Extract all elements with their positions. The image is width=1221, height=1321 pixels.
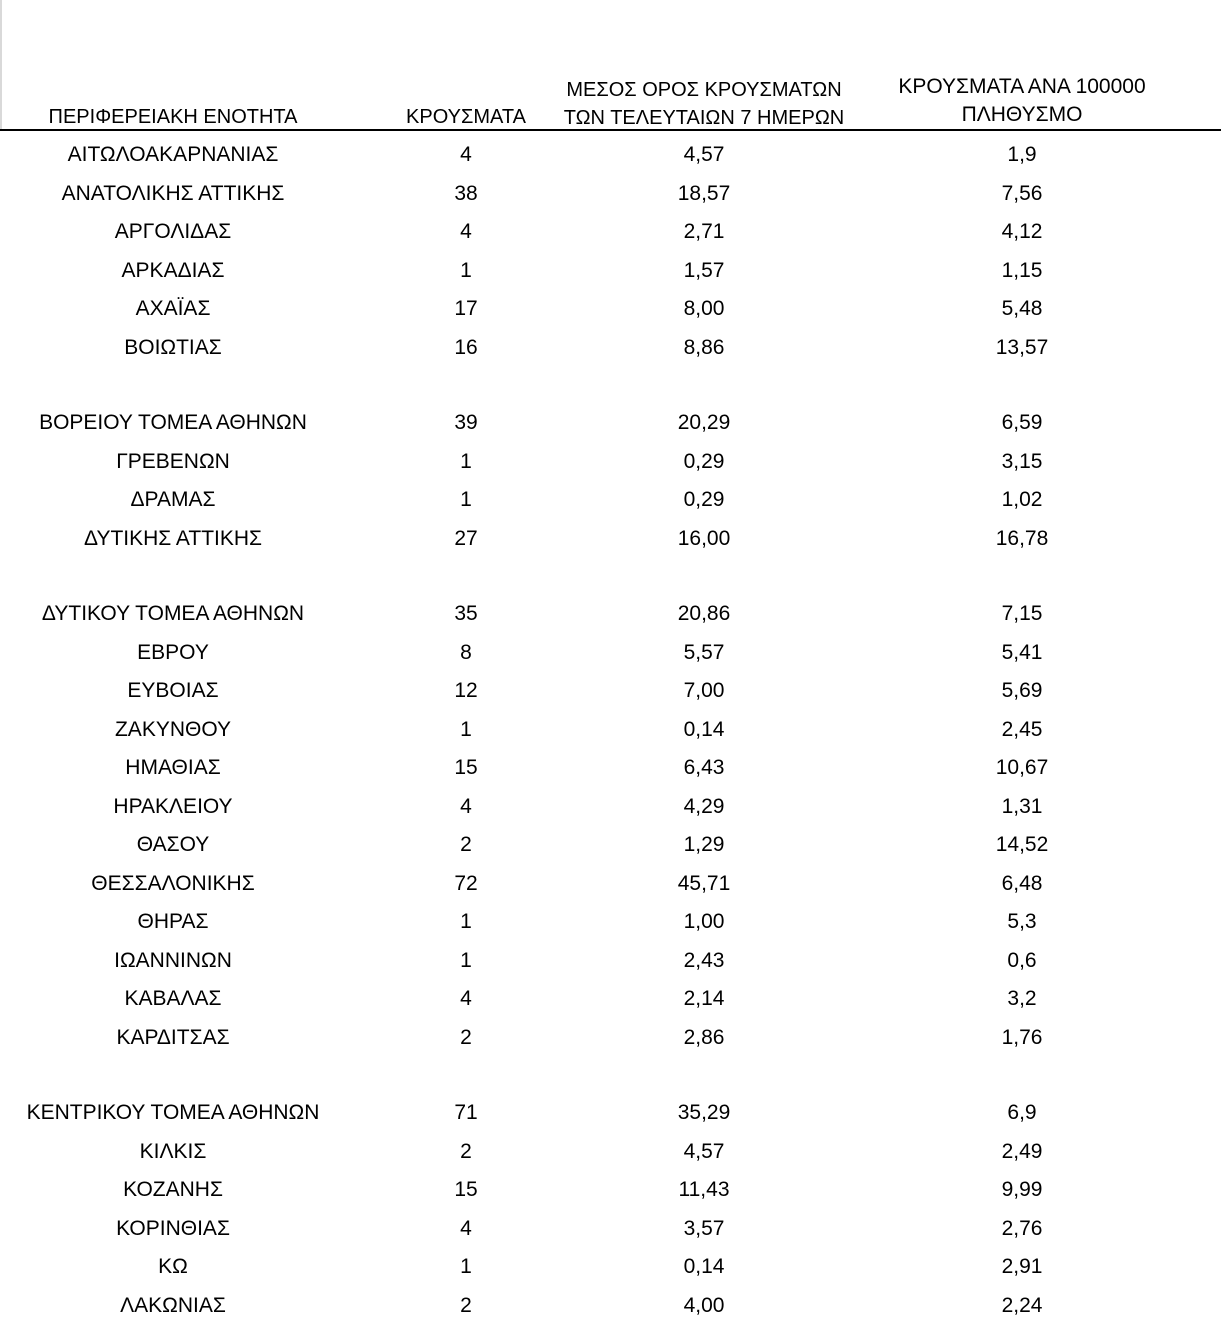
table-row bbox=[0, 285, 1221, 324]
cell-cases: 71 bbox=[454, 1101, 478, 1124]
table-row bbox=[0, 1014, 1221, 1053]
cell-region: ΒΟΙΩΤΙΑΣ bbox=[124, 335, 222, 359]
cell-region: ΔΥΤΙΚΟΥ ΤΟΜΕΑ ΑΘΗΝΩΝ bbox=[41, 602, 305, 625]
cell-cases: 2 bbox=[460, 1293, 472, 1317]
cell-per100k: 1,15 bbox=[1001, 258, 1043, 282]
table-row bbox=[0, 667, 1221, 706]
cell-per100k: 2,49 bbox=[1001, 1139, 1043, 1163]
cell-region: ΗΜΑΘΙΑΣ bbox=[125, 756, 221, 779]
cell-region: ΑΝΑΤΟΛΙΚΗΣ ΑΤΤΙΚΗΣ bbox=[61, 181, 285, 205]
table-row bbox=[0, 860, 1221, 899]
cell-cases: 39 bbox=[454, 411, 478, 434]
cell-cases: 72 bbox=[454, 871, 478, 895]
cell-per100k: 16,78 bbox=[995, 526, 1049, 550]
cell-cases: 1 bbox=[460, 258, 472, 282]
cell-per100k: 2,45 bbox=[1001, 717, 1043, 741]
cell-avg7: 20,29 bbox=[677, 411, 731, 434]
cell-per100k: 1,9 bbox=[1007, 143, 1037, 166]
cell-avg7: 7,00 bbox=[683, 679, 725, 702]
cell-cases: 1 bbox=[460, 717, 472, 741]
header-per100k-line2: ΠΛΗΘΥΣΜΟ bbox=[961, 103, 1083, 126]
cell-region: ΗΡΑΚΛΕΙΟΥ bbox=[113, 794, 233, 818]
table-row bbox=[0, 399, 1221, 438]
cell-per100k: 5,69 bbox=[1001, 679, 1043, 702]
cell-avg7: 6,43 bbox=[683, 756, 725, 779]
cell-per100k: 1,02 bbox=[1001, 488, 1043, 511]
cell-avg7: 3,57 bbox=[683, 1216, 725, 1240]
spacer-row bbox=[0, 1052, 1221, 1089]
cell-cases: 2 bbox=[460, 833, 472, 856]
table-row bbox=[0, 170, 1221, 209]
cell-per100k: 7,56 bbox=[1001, 181, 1043, 205]
cell-avg7: 11,43 bbox=[678, 1178, 730, 1201]
cell-avg7: 45,71 bbox=[677, 871, 731, 895]
cell-cases: 16 bbox=[454, 335, 478, 359]
cell-region: ΑΙΤΩΛΟΑΚΑΡΝΑΝΙΑΣ bbox=[67, 143, 279, 166]
cell-cases: 4 bbox=[460, 987, 472, 1010]
cell-per100k: 5,48 bbox=[1001, 297, 1043, 320]
cell-avg7: 1,00 bbox=[683, 910, 725, 933]
cell-avg7: 0,29 bbox=[683, 488, 725, 511]
table-row bbox=[0, 706, 1221, 745]
cell-region: ΘΑΣΟΥ bbox=[136, 833, 210, 856]
cell-avg7: 4,00 bbox=[683, 1293, 725, 1317]
table-row bbox=[0, 438, 1221, 477]
cell-avg7: 8,00 bbox=[683, 297, 725, 320]
cell-per100k: 5,41 bbox=[1001, 640, 1043, 664]
cell-per100k: 3,15 bbox=[1001, 449, 1043, 473]
cell-per100k: 7,15 bbox=[1001, 602, 1043, 625]
header-per100k bbox=[862, 73, 1182, 129]
cell-avg7: 8,86 bbox=[683, 335, 725, 359]
cell-region: ΓΡΕΒΕΝΩΝ bbox=[116, 449, 230, 473]
cell-per100k: 9,99 bbox=[1001, 1178, 1043, 1201]
cell-region: ΑΡΚΑΔΙΑΣ bbox=[121, 258, 225, 282]
cell-region: ΖΑΚΥΝΘΟΥ bbox=[114, 717, 231, 741]
cell-avg7: 4,57 bbox=[683, 1139, 725, 1163]
header-avg7 bbox=[544, 76, 864, 132]
spacer-row bbox=[0, 553, 1221, 590]
cell-region: ΚΩ bbox=[158, 1255, 188, 1278]
cell-avg7: 4,29 bbox=[683, 794, 725, 818]
cell-cases: 15 bbox=[454, 756, 478, 779]
cell-avg7: 35,29 bbox=[677, 1101, 731, 1124]
table-row bbox=[0, 247, 1221, 286]
cell-cases: 4 bbox=[460, 794, 472, 818]
cell-cases: 1 bbox=[460, 488, 472, 511]
cell-cases: 2 bbox=[460, 1025, 472, 1049]
cell-cases: 1 bbox=[460, 449, 472, 473]
cell-cases: 4 bbox=[460, 143, 472, 166]
cell-region: ΚΟΖΑΝΗΣ bbox=[123, 1178, 223, 1201]
header-per100k-line1: ΚΡΟΥΣΜΑΤΑ ΑΝΑ 100000 bbox=[898, 75, 1146, 98]
cell-cases: 38 bbox=[454, 181, 478, 205]
cell-avg7: 2,43 bbox=[683, 948, 725, 972]
cell-region: ΚΙΛΚΙΣ bbox=[139, 1139, 207, 1163]
cell-cases: 8 bbox=[460, 640, 472, 664]
table-row bbox=[0, 590, 1221, 629]
cell-per100k: 1,31 bbox=[1001, 794, 1043, 818]
cell-region: ΕΒΡΟΥ bbox=[137, 640, 209, 664]
cell-per100k: 2,24 bbox=[1001, 1293, 1043, 1317]
table-row bbox=[0, 515, 1221, 554]
cell-cases: 2 bbox=[460, 1139, 472, 1163]
cell-per100k: 6,59 bbox=[1001, 411, 1043, 434]
cell-per100k: 13,57 bbox=[995, 335, 1049, 359]
cell-cases: 1 bbox=[460, 910, 472, 933]
cell-cases: 17 bbox=[454, 297, 478, 320]
cell-per100k: 6,9 bbox=[1007, 1101, 1037, 1124]
cell-region: ΔΡΑΜΑΣ bbox=[130, 488, 216, 511]
table-header bbox=[0, 0, 1221, 131]
cell-region: ΒΟΡΕΙΟΥ ΤΟΜΕΑ ΑΘΗΝΩΝ bbox=[39, 411, 307, 434]
header-avg7-line2: ΤΩΝ ΤΕΛΕΥΤΑΙΩΝ 7 ΗΜΕΡΩΝ bbox=[563, 107, 845, 129]
table-row bbox=[0, 1166, 1221, 1205]
cell-avg7: 16,00 bbox=[677, 526, 731, 550]
table-row bbox=[0, 1243, 1221, 1282]
cell-per100k: 10,67 bbox=[995, 756, 1049, 779]
cell-region: ΑΧΑΪΑΣ bbox=[135, 297, 211, 320]
cell-region: ΚΟΡΙΝΘΙΑΣ bbox=[116, 1216, 230, 1240]
cell-cases: 4 bbox=[460, 220, 472, 243]
cell-avg7: 2,71 bbox=[683, 220, 725, 243]
cell-region: ΕΥΒΟΙΑΣ bbox=[127, 679, 219, 702]
cell-cases: 12 bbox=[454, 679, 478, 702]
cell-avg7: 20,86 bbox=[677, 602, 731, 625]
cell-per100k: 3,2 bbox=[1007, 987, 1037, 1010]
cell-region: ΚΑΡΔΙΤΣΑΣ bbox=[116, 1025, 230, 1049]
cell-region: ΛΑΚΩΝΙΑΣ bbox=[120, 1293, 226, 1317]
table-row bbox=[0, 821, 1221, 860]
table-row bbox=[0, 324, 1221, 363]
table-row bbox=[0, 1282, 1221, 1321]
table-row bbox=[0, 898, 1221, 937]
cell-region: ΙΩΑΝΝΙΝΩΝ bbox=[114, 948, 232, 972]
cell-avg7: 4,57 bbox=[683, 143, 725, 166]
cell-avg7: 0,14 bbox=[683, 717, 725, 741]
table-row bbox=[0, 1089, 1221, 1128]
cell-per100k: 4,12 bbox=[1001, 220, 1043, 243]
cell-avg7: 0,29 bbox=[683, 449, 725, 473]
cell-avg7: 2,14 bbox=[683, 987, 725, 1010]
table-row bbox=[0, 937, 1221, 976]
cell-cases: 15 bbox=[454, 1178, 478, 1201]
cell-region: ΑΡΓΟΛΙΔΑΣ bbox=[114, 220, 232, 243]
table-row bbox=[0, 208, 1221, 247]
table-row bbox=[0, 783, 1221, 822]
cell-per100k: 14,52 bbox=[995, 833, 1049, 856]
cell-per100k: 1,76 bbox=[1001, 1025, 1043, 1049]
cell-avg7: 18,57 bbox=[677, 181, 731, 205]
header-avg7-line1: ΜΕΣΟΣ ΟΡΟΣ ΚΡΟΥΣΜΑΤΩΝ bbox=[566, 79, 842, 101]
cell-cases: 1 bbox=[460, 948, 472, 972]
cell-cases: 35 bbox=[454, 602, 478, 625]
cell-avg7: 1,57 bbox=[683, 258, 725, 282]
table-row bbox=[0, 131, 1221, 170]
cell-region: ΚΑΒΑΛΑΣ bbox=[124, 987, 222, 1010]
header-cases: ΚΡΟΥΣΜΑΤΑ bbox=[406, 106, 526, 128]
cell-cases: 1 bbox=[460, 1255, 472, 1278]
cell-region: ΘΕΣΣΑΛΟΝΙΚΗΣ bbox=[91, 871, 255, 895]
cell-per100k: 2,76 bbox=[1001, 1216, 1043, 1240]
cell-avg7: 5,57 bbox=[683, 640, 725, 664]
header-region: ΠΕΡΙΦΕΡΕΙΑΚΗ ΕΝΟΤΗΤΑ bbox=[48, 106, 298, 128]
table-row bbox=[0, 629, 1221, 668]
cell-avg7: 2,86 bbox=[683, 1025, 725, 1049]
cell-per100k: 2,91 bbox=[1001, 1255, 1043, 1278]
table-row bbox=[0, 975, 1221, 1014]
table-row bbox=[0, 744, 1221, 783]
cell-region: ΔΥΤΙΚΗΣ ΑΤΤΙΚΗΣ bbox=[83, 526, 263, 550]
cell-avg7: 0,14 bbox=[683, 1255, 725, 1278]
table-row bbox=[0, 1205, 1221, 1244]
table-row bbox=[0, 476, 1221, 515]
cell-per100k: 5,3 bbox=[1007, 910, 1037, 933]
cell-region: ΘΗΡΑΣ bbox=[137, 910, 209, 933]
cell-avg7: 1,29 bbox=[683, 833, 725, 856]
cell-region: ΚΕΝΤΡΙΚΟΥ ΤΟΜΕΑ ΑΘΗΝΩΝ bbox=[26, 1101, 320, 1124]
spacer-row bbox=[0, 362, 1221, 399]
table-body bbox=[0, 131, 1221, 1320]
cell-per100k: 0,6 bbox=[1007, 948, 1037, 972]
cell-cases: 27 bbox=[454, 526, 478, 550]
cell-cases: 4 bbox=[460, 1216, 472, 1240]
table-row bbox=[0, 1128, 1221, 1167]
cell-per100k: 6,48 bbox=[1001, 871, 1043, 895]
